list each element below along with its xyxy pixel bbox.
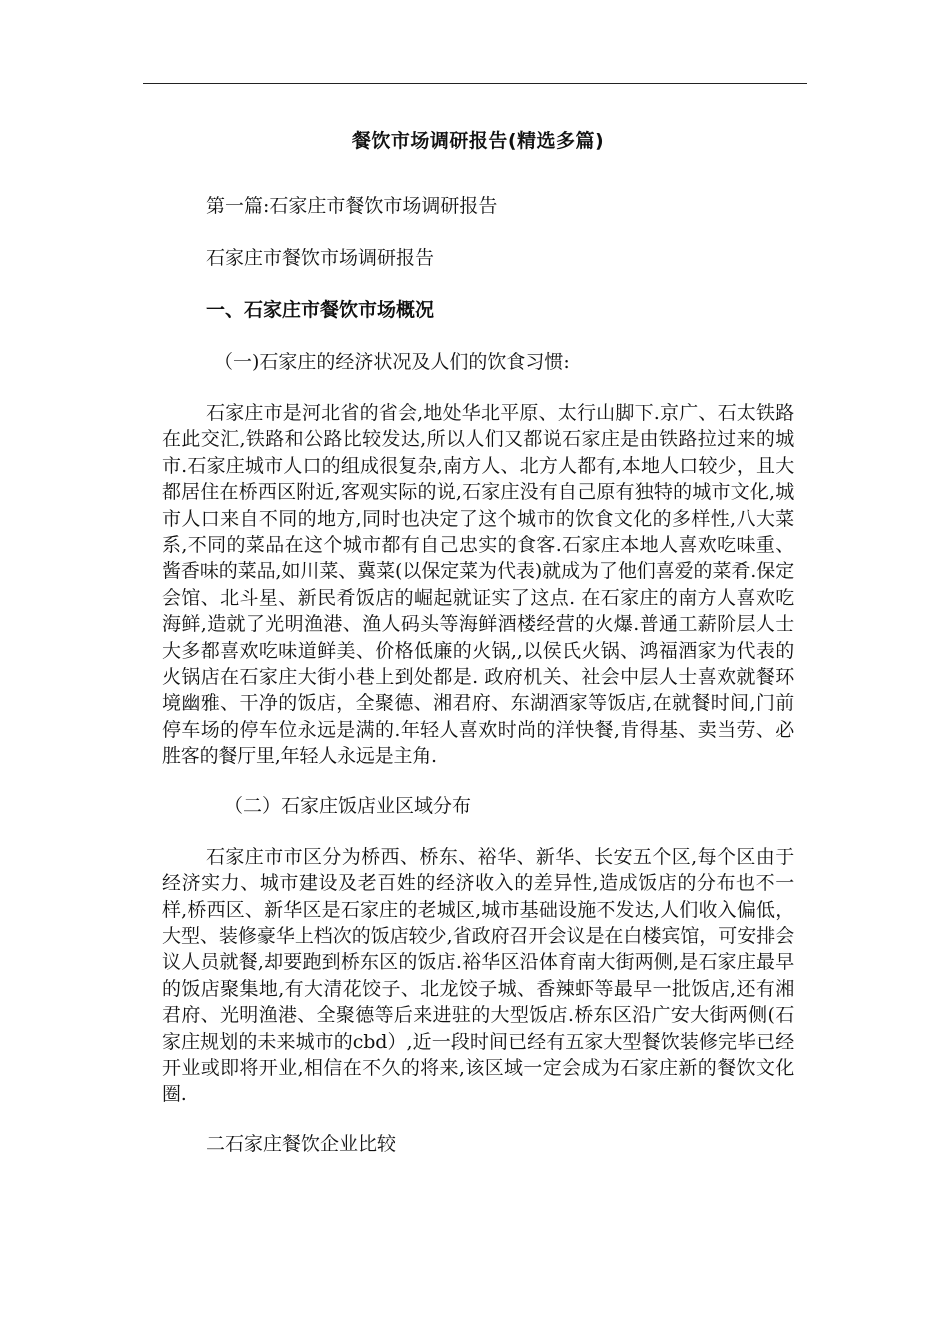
report-title: 石家庄市餐饮市场调研报告 xyxy=(206,247,435,269)
header-rule xyxy=(143,83,807,84)
paragraph-regional-distribution: 石家庄市市区分为桥西、桥东、裕华、新华、长安五个区,每个区由于经济实力、城市建设及老百姓的经济收入的差异性,造成饭店的分布也不一样,桥西区、新华区是石家庄的老城区,城市基础设施不发达,人们收入偏低，大型、装修豪华上档次的饭店较少,省政府召开会议是在白楼宾馆，可安排会议人员就餐,却要跑到桥东区的饭店.裕华区沿体育南大街两侧,是石家庄最早的饭店聚集地,有大清花饺子、北龙饺子城、香辣虾等最早一批饭店,还有湘君府、光明渔港、全聚德等后来进驻的大型饭店.桥东区沿广安大街两侧(石家庄规划的未来城市的cbd）,近一段时间已经有五家大型餐饮装修完毕已经开业或即将开业,相信在不久的将来,该区域一定会成为石家庄新的餐饮文化圈. xyxy=(162,845,794,1106)
document-body xyxy=(162,126,794,1158)
section-heading-2: 二石家庄餐饮企业比较 xyxy=(206,1132,397,1155)
subsection-heading-1: （一)石家庄的经济状况及人们的饮食习惯: xyxy=(214,351,570,373)
section-heading-1: 一、石家庄市餐饮市场概况 xyxy=(206,299,435,321)
document-title: 餐饮市场调研报告(精选多篇) xyxy=(351,130,605,152)
chapter-title: 第一篇:石家庄市餐饮市场调研报告 xyxy=(206,195,498,217)
paragraph-economy-habits: 石家庄市是河北省的省会,地处华北平原、太行山脚下.京广、石太铁路在此交汇,铁路和公路比较发达,所以人们又都说石家庄是由铁路拉过来的城市.石家庄城市人口的组成很复杂,南方人、北方人都有,本地人口较少，且大都居住在桥西区附近,客观实际的说,石家庄没有自己原有独特的城市文化,城市人口来自不同的地方,同时也决定了这个城市的饮食文化的多样性,八大菜系,不同的菜品在这个城市都有自己忠实的食客.石家庄本地人喜欢吃味重、酱香味的菜品,如川菜、冀菜(以保定菜为代表)就成为了他们喜爱的菜肴.保定会馆、北斗星、新民肴饭店的崛起就证实了这点. 在石家庄的南方人喜欢吃海鲜,造就了光明渔港、渔人码头等海鲜酒楼经营的火爆.普通工薪阶层人士大多都喜欢吃味道鲜美、价格低廉的火锅,,以侯氏火锅、鸿福酒家为代表的火锅店在石家庄大街小巷上到处都是. 政府机关、社会中层人士喜欢就餐环境幽雅、干净的饭店，全聚德、湘君府、东湖酒家等饭店,在就餐时间,门前停车场的停车位永远是满的.年轻人喜欢时尚的洋快餐,肯得基、卖当劳、必胜客的餐厅里,年轻人永远是主角. xyxy=(162,402,794,768)
subsection-heading-2: （二）石家庄饭店业区域分布 xyxy=(224,794,472,817)
